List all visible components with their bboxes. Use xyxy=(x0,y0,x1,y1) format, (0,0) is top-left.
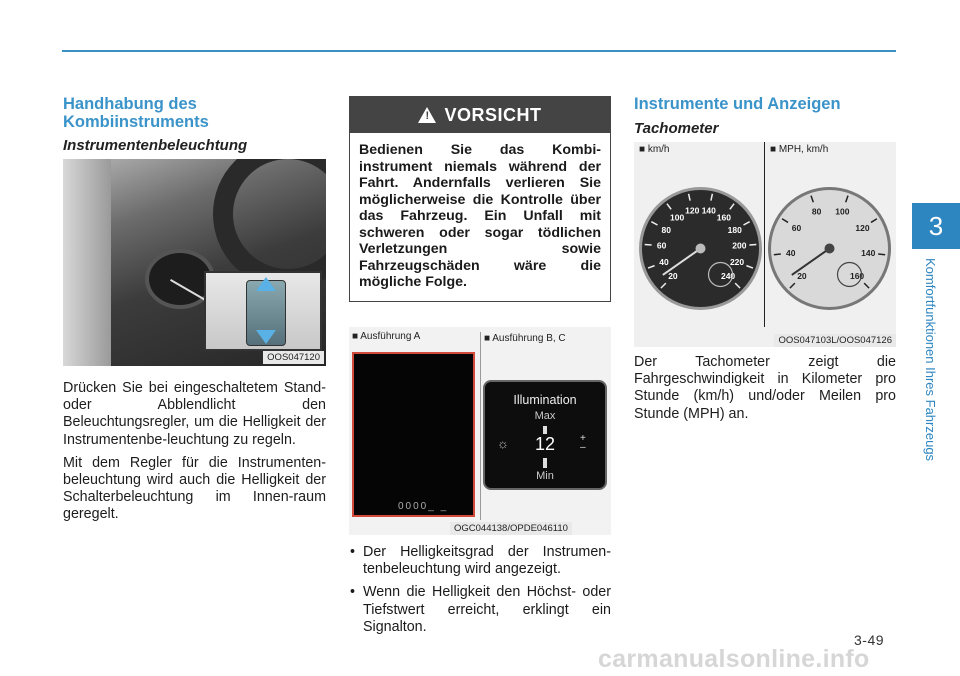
arrow-down-icon xyxy=(256,330,276,344)
chapter-number-tab: 3 xyxy=(912,203,960,249)
steering-wheel-shape xyxy=(213,159,326,289)
odometer-readout: 0000_ _ xyxy=(398,501,449,512)
gauge-tick-label: 120 xyxy=(855,222,870,233)
gauge-tick-label: 20 xyxy=(797,271,807,282)
section-heading-instrumente: Instrumente und Anzeigen xyxy=(634,95,841,113)
mph-speedometer xyxy=(767,186,892,311)
gauge-tick-label: 140 xyxy=(701,205,716,216)
display-min: Min xyxy=(536,470,554,482)
gauge-tick xyxy=(774,254,781,255)
tachometer-text: Der Tachometer zeigt die Fahrgeschwindigkeit in Kilometer pro Stunde (km/h) und/oder Meilen pro Stunde (MPH) an. xyxy=(634,354,896,422)
gauge-tick-label: 180 xyxy=(727,224,742,235)
gauge-tick-label: 80 xyxy=(661,224,672,235)
gauge-tick-label: 60 xyxy=(791,222,802,233)
arrow-up-icon xyxy=(256,277,276,291)
variant-a-label: ■ Ausführung A xyxy=(352,331,421,342)
mph-label: ■ MPH, km/h xyxy=(770,144,829,155)
illumination-icon: ☼ xyxy=(497,436,509,451)
gauge-separator xyxy=(764,142,765,327)
page-number: 3-49 xyxy=(854,632,885,648)
paragraph-switch-illumination: Mit dem Regler für die Instrumenten-beleuchtung wird auch die Helligkeit der Schalterbeleuchtung im Innen-raum geregelt. xyxy=(63,454,326,523)
plus-sign: + xyxy=(580,433,586,444)
display-max: Max xyxy=(534,410,556,422)
gauge-hub xyxy=(825,244,835,254)
speedometer-illustration xyxy=(634,142,896,347)
section-heading-handhabung: Handhabung des Kombiinstruments xyxy=(63,95,209,131)
top-rule xyxy=(62,50,896,52)
gauge-tick-label: 120 xyxy=(685,205,700,216)
paragraph-brightness: Drücken Sie bei eingeschaltetem Stand- oder Abblendlicht den Beleuchtungsregler, um die Helligkeit der Instrumentenbe-leuchtung zu regeln. xyxy=(63,380,326,448)
bullet-list xyxy=(349,544,611,642)
illustration-caption: OGC044138/OPDE046110 xyxy=(450,522,572,535)
bullet-item: • Der Helligkeitsgrad der Instrumen-tenbeleuchtung wird angezeigt. xyxy=(349,544,611,578)
minus-sign: – xyxy=(580,442,586,453)
chapter-title-text: Komfortfunktionen Ihres Fahrzeugs xyxy=(923,258,938,462)
warning-triangle-icon xyxy=(418,107,436,123)
a-pillar-shape xyxy=(63,159,111,366)
variant-a-display xyxy=(352,352,475,517)
caution-header xyxy=(350,97,610,133)
display-title: Illumination xyxy=(513,393,577,407)
kmh-label: ■ km/h xyxy=(639,144,670,155)
left-body-text xyxy=(63,380,326,530)
variant-bc-display xyxy=(483,380,607,490)
gauge-tick xyxy=(878,254,885,255)
caution-box xyxy=(349,96,611,302)
gauge-tick-label: 100 xyxy=(670,212,685,223)
illustration-divider xyxy=(480,332,481,520)
gauge-caption: OOS047103L/OOS047126 xyxy=(774,334,896,347)
caution-text: Bedienen Sie das Kombi-instrument niemals während der Fahrt. Andernfalls verlieren Sie möglicherweise die Kontrolle über das Fahrzeug. Ein Unfall mit schweren oder sogar tödlichen Verletzungen sowie Fahrzeugschäden wäre die mögliche Folge. xyxy=(359,142,601,290)
subheading-instrumentenbeleuchtung: Instrumentenbeleuchtung xyxy=(63,137,248,154)
caution-title: VORSICHT xyxy=(444,104,542,125)
display-value: 12 xyxy=(534,434,556,454)
gauge-hub xyxy=(696,244,706,254)
gauge-tick-label: 160 xyxy=(716,212,731,223)
gauge-tick-label: 240 xyxy=(720,271,736,282)
gauge-tick-label: 160 xyxy=(849,271,865,282)
subheading-tachometer: Tachometer xyxy=(634,120,719,137)
dashboard-photo xyxy=(63,159,326,366)
gauge-tick-label: 80 xyxy=(811,206,822,217)
photo-caption: OOS047120 xyxy=(263,351,324,364)
gauge-tick-label: 140 xyxy=(861,247,876,258)
gauge-tick-label: 100 xyxy=(835,206,850,217)
bullet-item: • Wenn die Helligkeit den Höchst- oder Tiefstwert erreicht, erklingt ein Signalton. xyxy=(349,584,611,636)
gauge-tick-label: 60 xyxy=(656,240,667,251)
level-bar-top xyxy=(543,426,547,434)
plus-minus-icon xyxy=(580,434,586,452)
chapter-side-title xyxy=(922,258,942,488)
level-bar-bottom xyxy=(543,458,547,468)
gauge-tick-label: 40 xyxy=(659,257,669,268)
gauge-tick-label: 20 xyxy=(668,271,678,282)
kmh-speedometer xyxy=(638,186,763,311)
variant-bc-label: ■ Ausführung B, C xyxy=(484,333,566,344)
gauge-tick-label: 200 xyxy=(732,240,747,251)
watermark: carmanualsonline.info xyxy=(598,645,870,673)
gauge-tick-label: 220 xyxy=(729,257,745,268)
gauge-tick-label: 40 xyxy=(786,247,796,258)
